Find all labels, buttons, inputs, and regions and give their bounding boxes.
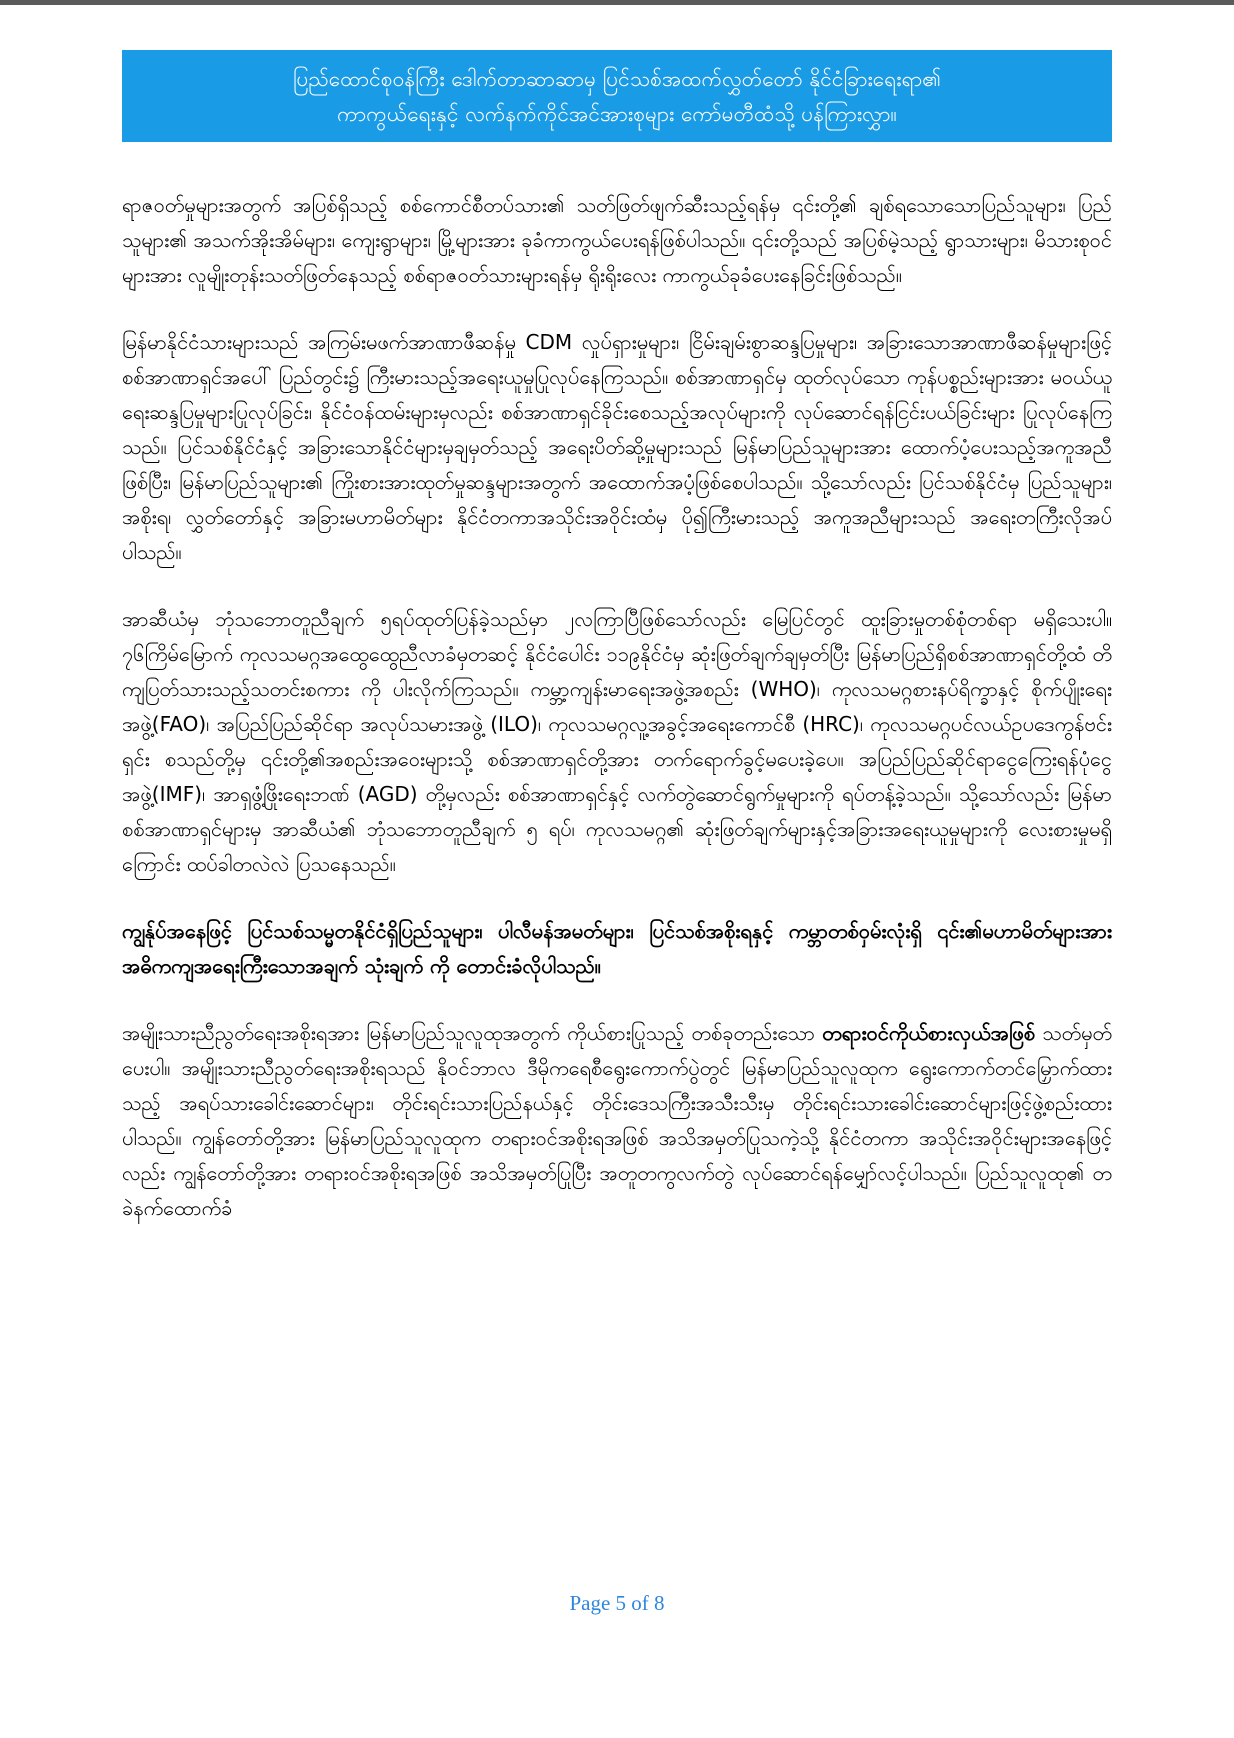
paragraph-5-bold-phrase: တရားဝင်ကိုယ်စားလှယ်အဖြစ် xyxy=(822,1021,1035,1045)
page-number: Page 5 of 8 xyxy=(569,1591,665,1615)
paragraph-5-start: အမျိုးသားညီညွတ်ရေးအစိုးရအား မြန်မာပြည်သူလူထုအတွက် ကိုယ်စားပြုသည့် တစ်ခုတည်းသော xyxy=(122,1021,823,1045)
paragraph-5-end: သတ်မှတ်ပေးပါ။ အမျိုးသားညီညွတ်ရေးအစိုးရသည် နိုဝင်ဘာလ ဒီမိုကရေစီရွေးကောက်ပွဲတွင် မြန်မာပြည်သူလူထုက ရွေးကောက်တင်မြှောက်ထားသည့် အရပ်သားခေါင်းဆောင်များ၊ တိုင်းရင်းသားပြည်နယ်နှင့် တိုင်းဒေသကြီးအသီးသီးမှ တိုင်းရင်းသားခေါင်းဆောင်များဖြင့်ဖွဲ့စည်းထားပါသည်။ ကျွန်တော်တို့အား မြန်မာပြည်သူလူထုက တရားဝင်အစိုးရအဖြစ် အသိအမှတ်ပြုသကဲ့သို့ နိုင်ငံတကာ အသိုင်းအဝိုင်းများအနေဖြင့်လည်း ကျွန်တော်တို့အား တရားဝင်အစိုးရအဖြစ် အသိအမှတ်ပြုပြီး အတူတကွလက်တွဲ လုပ်ဆောင်ရန်မျှော်လင့်ပါသည်။ ပြည်သူလူထု၏ တခဲနက်ထောက်ခံ xyxy=(122,1021,1112,1220)
banner-title-line-2: ကာကွယ်ရေးနှင့် လက်နက်ကိုင်အင်အားစုများ ကော်မတီထံသို့ ပန်ကြားလွှာ။ xyxy=(337,102,897,126)
banner-title-line-1: ပြည်ထောင်စုဝန်ကြီး ဒေါက်တာဆာဆာမှ ပြင်သစ်အထက်လွှတ်တော် နိုင်ငံခြားရေးရာ၏ xyxy=(292,67,942,91)
paragraph-1: ရာဇဝတ်မှုများအတွက် အပြစ်ရှိသည့် စစ်ကောင်စီတပ်သား၏ သတ်ဖြတ်ဖျက်ဆီးသည့်ရန်မှ ၎င်းတို့၏ ချစ်ရသောသောပြည်သူများ၊ ပြည်သူများ၏ အသက်အိုးအိမ်များ၊ ကျေးရွာများ၊ မြို့များအား ခုခံကာကွယ်ပေးရန်ဖြစ်ပါသည်။ ၎င်းတို့သည် အပြစ်မဲ့သည့် ရွာသားများ၊ မိသားစုဝင်များအား လူမျိုးတုန်းသတ်ဖြတ်နေသည့် စစ်ရာဇဝတ်သားများရန်မှ ရိုးရိုးလေး ကာကွယ်ခုခံပေးနေခြင်းဖြစ်သည်။ xyxy=(122,193,1112,287)
paragraph-2: မြန်မာနိုင်ငံသားများသည် အကြမ်းမဖက်အာဏာဖီဆန်မှု CDM လှုပ်ရှားမှုများ၊ ငြိမ်းချမ်းစွာဆန္ဒပြမှုများ၊ အခြားသောအာဏာဖီဆန်မှုများဖြင့် စစ်အာဏာရှင်အပေါ် ပြည်တွင်း၌ ကြီးမားသည့်အရေးယူမှုပြုလုပ်နေကြသည်။ စစ်အာဏာရှင်မှ ထုတ်လုပ်သော ကုန်ပစ္စည်းများအား မဝယ်ယူရေးဆန္ဒပြမှုများပြုလုပ်ခြင်း၊ နိုင်ငံဝန်ထမ်းများမှလည်း စစ်အာဏာရှင်ခိုင်းစေသည့်အလုပ်များကို လုပ်ဆောင်ရန်ငြင်းပယ်ခြင်းများ ပြုလုပ်နေကြသည်။ ပြင်သစ်နိုင်ငံနှင့် အခြားသောနိုင်ငံများမှချမှတ်သည့် အရေးပိတ်ဆို့မှုများသည် မြန်မာပြည်သူများအား ထောက်ပံ့ပေးသည့်အကူအညီဖြစ်ပြီး၊ မြန်မာပြည်သူများ၏ ကြိုးစားအားထုတ်မှုဆန္ဒများအတွက် အထောက်အပံ့ဖြစ်စေပါသည်။ သို့သော်လည်း ပြင်သစ်နိုင်ငံမှ ပြည်သူများ၊ အစိုးရ၊ လွှတ်တော်နှင့် အခြားမဟာမိတ်များ နိုင်ငံတကာအသိုင်းအဝိုင်းထံမှ ပို၍ကြီးမားသည့် အကူအညီများသည် အရေးတကြီးလိုအပ်ပါသည်။ xyxy=(122,330,1112,564)
top-rule xyxy=(0,0,1234,5)
paragraph-3: အာဆီယံမှ ဘုံသဘောတူညီချက် ၅ရပ်ထုတ်ပြန်ခဲ့သည်မှာ ၂လကြာပြီဖြစ်သော်လည်း မြေပြင်တွင် ထူးခြားမှုတစ်စုံတစ်ရာ မရှိသေးပါ။ ၇၆ကြိမ်မြောက် ကုလသမဂ္ဂအထွေထွေညီလာခံမှတဆင့် နိုင်ငံပေါင်း ၁၁၉နိုင်ငံမှ ဆုံးဖြတ်ချက်ချမှတ်ပြီး မြန်မာပြည်ရှိစစ်အာဏာရှင်တို့ထံ တိကျပြတ်သားသည့်သတင်းစကား ကို ပါးလိုက်ကြသည်။ ကမ္ဘာ့ကျန်းမာရေးအဖွဲ့အစည်း (WHO)၊ ကုလသမဂ္ဂစားနပ်ရိက္ခာနှင့် စိုက်ပျိုးရေးအဖွဲ့(FAO)၊ အပြည်ပြည်ဆိုင်ရာ အလုပ်သမားအဖွဲ့ (ILO)၊ ကုလသမဂ္ဂလူ့အခွင့်အရေးကောင်စီ (HRC)၊ ကုလသမဂ္ဂပင်လယ်ဥပဒေကွန်ဗင်းရှင်း စသည်တို့မှ ၎င်းတို့၏အစည်းအဝေးများသို့ စစ်အာဏာရှင်တို့အား တက်ရောက်ခွင့်မပေးခဲ့ပေ။ အပြည်ပြည်ဆိုင်ရာငွေကြေးရန်ပုံငွေအဖွဲ့(IMF)၊ အာရှဖွံ့ဖြိုးရေးဘဏ် (AGD) တို့မှလည်း စစ်အာဏာရှင်နှင့် လက်တွဲဆောင်ရွက်မှုများကို ရပ်တန့်ခဲ့သည်။ သို့သော်လည်း မြန်မာစစ်အာဏာရှင်များမှ အာဆီယံ၏ ဘုံသဘောတူညီချက် ၅ ရပ်၊ ကုလသမဂ္ဂ၏ ဆုံးဖြတ်ချက်များနှင့်အခြားအရေးယူမှုများကို လေးစားမှုမရှိကြောင်း ထပ်ခါတလဲလဲ ပြသနေသည်။ xyxy=(122,607,1112,876)
paragraph-4-emphasis: ကျွန်ုပ်အနေဖြင့် ပြင်သစ်သမ္မတနိုင်ငံရှိပြည်သူများ၊ ပါလီမန်အမတ်များ၊ ပြင်သစ်အစိုးရနှင့် ကမ္ဘာတစ်ဝှမ်းလုံးရှိ ၎င်း၏မဟာမိတ်များအား အဓိကကျအရေးကြီးသောအချက် သုံးချက် ကို တောင်းခံလိုပါသည်။ xyxy=(122,919,1112,978)
paragraph-5 xyxy=(122,1016,1112,1226)
document-body xyxy=(122,188,1112,1588)
title-banner xyxy=(122,50,1112,142)
